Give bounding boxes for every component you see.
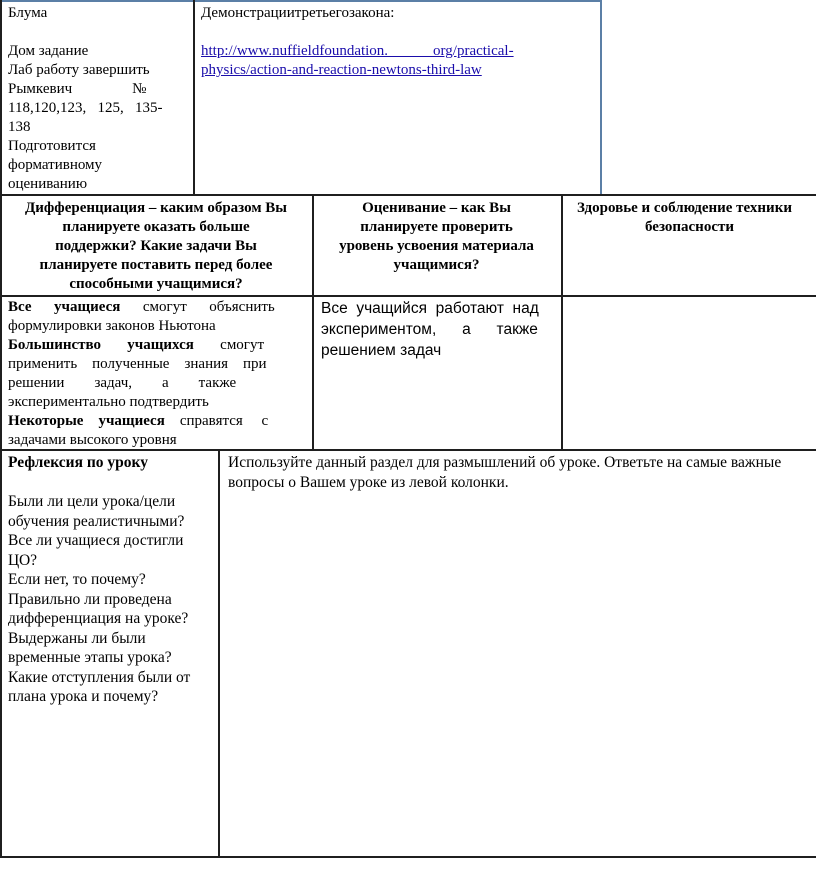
most-students-text-line: решении задач, а также [8, 375, 237, 391]
top-right-border [600, 0, 602, 196]
instruction-line: вопросы о Вашем уроке из левой колонки. [228, 473, 509, 491]
reflection-question: Если нет, то почему? [8, 571, 146, 588]
homework-line: Подготовится [8, 138, 96, 154]
assessment-body [321, 298, 557, 361]
homework-line: оцениванию [8, 176, 88, 192]
most-students-text-line: применить полученные знания при [8, 356, 267, 372]
health-header [563, 199, 816, 237]
assessment-line: экспериментом, а также [321, 321, 538, 338]
some-students-line [8, 412, 306, 431]
reflection-question: Были ли цели урока/цели [8, 493, 176, 510]
header-line: уровень усвоения материала [339, 238, 534, 254]
some-students-text-2: задачами высокого уровня [8, 432, 177, 448]
header-line: планируете оказать больше [62, 219, 250, 235]
most-students-text-line: экспериментально подтвердить [8, 394, 209, 410]
most-students-line [8, 336, 306, 355]
all-students-label: Все учащиеся [8, 299, 121, 315]
assessment-header [314, 199, 559, 275]
homework-line: 138 [8, 119, 31, 135]
all-students-text: смогут объяснить [120, 299, 275, 315]
header-top-border [0, 194, 816, 196]
header-bottom-border [0, 295, 816, 297]
all-students-text-2: формулировки законов Ньютона [8, 318, 216, 334]
reflection-question: Правильно ли проведена [8, 590, 172, 608]
homework-line: Рымкевич № [8, 81, 147, 97]
assessment-line: Все учащийся работают над [321, 300, 539, 317]
reflection-question: дифференциация на уроке? [8, 610, 189, 627]
reflection-questions [8, 453, 213, 707]
header-line: Дифференциация – каким образом Вы [24, 200, 288, 216]
homework-line: 118,120,123, 125, 135- [8, 100, 163, 116]
header-line: планируете поставить перед более [39, 257, 273, 273]
reflection-question: Какие отступления были от [8, 668, 191, 686]
demonstration-title: Демонстрациитретьегозакона: [201, 5, 395, 21]
reflection-question: временные этапы урока? [8, 649, 172, 666]
name-text: Блума [8, 5, 48, 21]
differentiation-header [2, 199, 310, 294]
reflection-question: ЦО? [8, 551, 38, 569]
header-line: Оценивание – как Вы [362, 200, 511, 216]
spacer [8, 473, 213, 493]
demonstration-link[interactable]: http://www.nuffieldfoundation. org/practical- [201, 43, 514, 59]
spacer [8, 23, 186, 42]
reflection-title: Рефлексия по уроку [8, 454, 148, 471]
header-line: безопасности [644, 219, 734, 235]
header-line: поддержки? Какие задачи Вы [55, 238, 257, 254]
differentiation-body [8, 298, 306, 450]
spacer [201, 23, 593, 42]
homework-cell [8, 4, 186, 194]
reflection-divider [218, 449, 220, 858]
top-border [0, 0, 602, 2]
header-line: способными учащимися? [69, 276, 243, 292]
top-divider [193, 0, 195, 196]
header-line: Здоровье и соблюдение техники [577, 200, 792, 216]
reflection-question: Выдержаны ли были [8, 629, 146, 647]
assessment-line: решением задач [321, 342, 442, 359]
homework-line: Лаб работу завершить [8, 62, 150, 78]
all-students-line [8, 298, 306, 317]
some-students-text: справятся с [164, 413, 269, 429]
homework-line: формативному [8, 157, 103, 173]
bottom-border [0, 856, 816, 858]
reflection-question: Все ли учащиеся достигли [8, 532, 184, 549]
header-line: учащимися? [393, 257, 480, 273]
reflection-question: обучения реалистичными? [8, 512, 185, 530]
reflection-instruction [228, 453, 816, 492]
instruction-line: Используйте данный раздел для размышлений об уроке. Ответьте на самые важные [228, 454, 782, 471]
demonstration-link-continued[interactable]: physics/action-and-reaction-newtons-third-law [201, 62, 482, 78]
some-students-label: Некоторые учащиеся [8, 413, 165, 429]
demonstration-cell [201, 4, 593, 80]
homework-title: Дом задание [8, 43, 89, 59]
reflection-question: плана урока и почему? [8, 688, 159, 705]
most-students-label: Большинство учащихся [8, 337, 194, 353]
top-left-border [0, 0, 2, 196]
header-line: планируете проверить [360, 219, 513, 235]
most-students-text: смогут [193, 337, 265, 353]
